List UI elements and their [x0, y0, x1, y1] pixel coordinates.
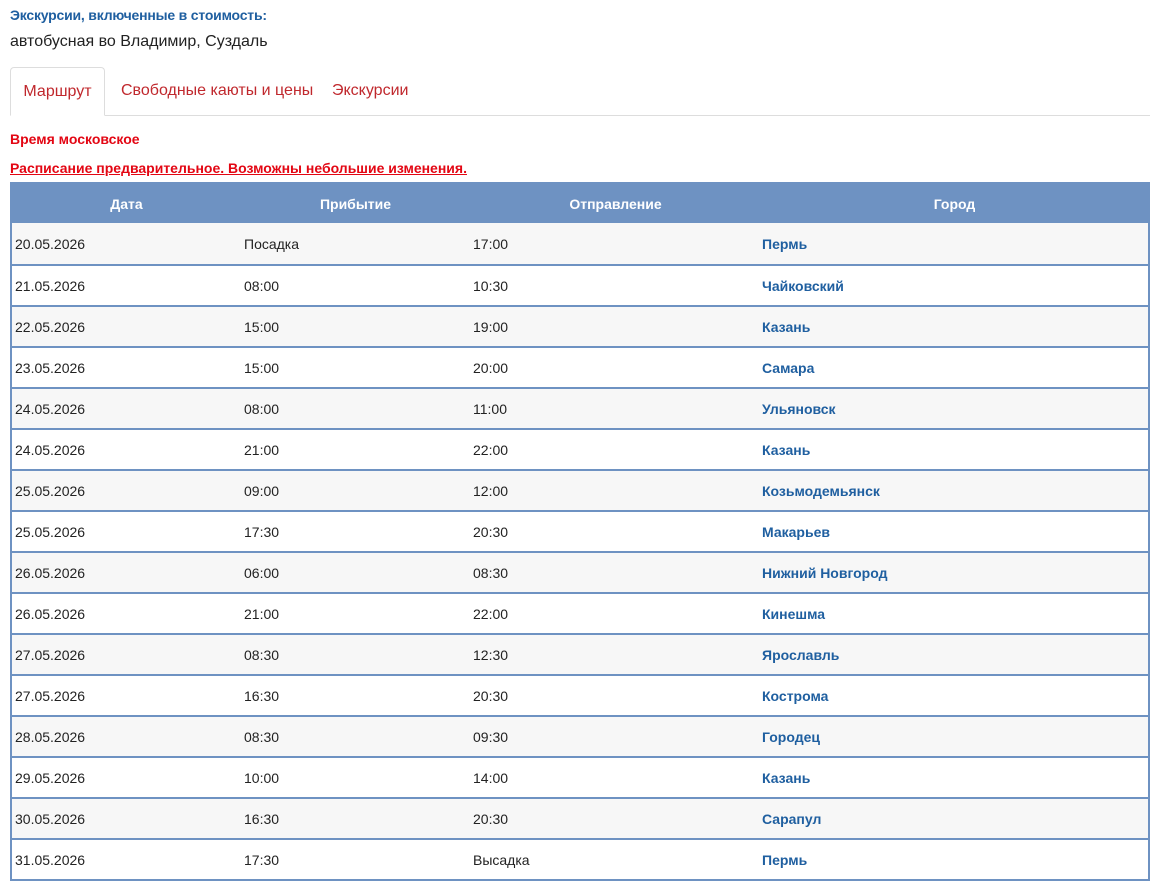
table-row	[12, 265, 1148, 306]
date-cell: 31.05.2026	[12, 839, 241, 879]
departure-cell: 20:00	[470, 347, 761, 388]
tab-excursions[interactable]: Экскурсии	[332, 82, 409, 99]
tab-route[interactable]: Маршрут	[10, 67, 105, 116]
departure-cell: 20:30	[470, 675, 761, 716]
header-city: Город	[761, 184, 1148, 223]
departure-cell: 09:30	[470, 716, 761, 757]
departure-cell: 20:30	[470, 798, 761, 839]
city-link[interactable]: Казань	[761, 306, 1148, 347]
city-link[interactable]: Нижний Новгород	[761, 552, 1148, 593]
arrival-cell: 08:00	[241, 388, 470, 429]
arrival-cell: 15:00	[241, 306, 470, 347]
table-row	[12, 839, 1148, 879]
arrival-cell: 08:00	[241, 265, 470, 306]
departure-cell: 12:00	[470, 470, 761, 511]
city-link[interactable]: Сарапул	[761, 798, 1148, 839]
table-row	[12, 223, 1148, 265]
arrival-cell: 15:00	[241, 347, 470, 388]
arrival-cell: 10:00	[241, 757, 470, 798]
date-cell: 28.05.2026	[12, 716, 241, 757]
arrival-cell: 17:30	[241, 511, 470, 552]
arrival-cell: 08:30	[241, 634, 470, 675]
date-cell: 25.05.2026	[12, 470, 241, 511]
city-link[interactable]: Ульяновск	[761, 388, 1148, 429]
moscow-time-note: Время московское	[10, 131, 140, 147]
table-row	[12, 757, 1148, 798]
departure-cell: 20:30	[470, 511, 761, 552]
arrival-cell: 21:00	[241, 593, 470, 634]
date-cell: 26.05.2026	[12, 552, 241, 593]
departure-cell: 12:30	[470, 634, 761, 675]
city-link[interactable]: Казань	[761, 429, 1148, 470]
arrival-cell: 16:30	[241, 675, 470, 716]
city-link[interactable]: Пермь	[761, 839, 1148, 879]
date-cell: 23.05.2026	[12, 347, 241, 388]
city-link[interactable]: Козьмодемьянск	[761, 470, 1148, 511]
table-row	[12, 511, 1148, 552]
date-cell: 24.05.2026	[12, 388, 241, 429]
departure-cell: 19:00	[470, 306, 761, 347]
table-row	[12, 716, 1148, 757]
table-row	[12, 675, 1148, 716]
date-cell: 24.05.2026	[12, 429, 241, 470]
table-row	[12, 552, 1148, 593]
city-link[interactable]: Чайковский	[761, 265, 1148, 306]
city-link[interactable]: Ярославль	[761, 634, 1148, 675]
table-row	[12, 347, 1148, 388]
city-link[interactable]: Кострома	[761, 675, 1148, 716]
arrival-cell: 09:00	[241, 470, 470, 511]
table-row	[12, 593, 1148, 634]
departure-cell: 14:00	[470, 757, 761, 798]
arrival-cell: 17:30	[241, 839, 470, 879]
arrival-cell: 08:30	[241, 716, 470, 757]
excursions-label: Экскурсии, включенные в стоимость:	[10, 7, 267, 23]
departure-cell: 22:00	[470, 429, 761, 470]
date-cell: 27.05.2026	[12, 634, 241, 675]
table-row	[12, 388, 1148, 429]
departure-cell: 11:00	[470, 388, 761, 429]
departure-cell: 22:00	[470, 593, 761, 634]
route-table	[10, 182, 1150, 881]
tab-bar	[10, 67, 1150, 116]
date-cell: 29.05.2026	[12, 757, 241, 798]
date-cell: 26.05.2026	[12, 593, 241, 634]
date-cell: 20.05.2026	[12, 223, 241, 265]
tab-cabins-prices[interactable]: Свободные каюты и цены	[121, 82, 314, 99]
table-row	[12, 634, 1148, 675]
arrival-cell: Посадка	[241, 223, 470, 265]
table-row	[12, 429, 1148, 470]
date-cell: 21.05.2026	[12, 265, 241, 306]
arrival-cell: 16:30	[241, 798, 470, 839]
date-cell: 22.05.2026	[12, 306, 241, 347]
city-link[interactable]: Кинешма	[761, 593, 1148, 634]
city-link[interactable]: Самара	[761, 347, 1148, 388]
header-departure: Отправление	[470, 184, 761, 223]
schedule-disclaimer: Расписание предварительное. Возможны небольшие изменения.	[10, 160, 467, 176]
table-row	[12, 470, 1148, 511]
arrival-cell: 21:00	[241, 429, 470, 470]
table-header-row	[12, 184, 1148, 223]
route-table-body	[12, 223, 1148, 879]
date-cell: 27.05.2026	[12, 675, 241, 716]
header-arrival: Прибытие	[241, 184, 470, 223]
table-row	[12, 798, 1148, 839]
arrival-cell: 06:00	[241, 552, 470, 593]
departure-cell: 08:30	[470, 552, 761, 593]
city-link[interactable]: Казань	[761, 757, 1148, 798]
header-date: Дата	[12, 184, 241, 223]
city-link[interactable]: Пермь	[761, 223, 1148, 265]
departure-cell: 10:30	[470, 265, 761, 306]
departure-cell: Высадка	[470, 839, 761, 879]
date-cell: 25.05.2026	[12, 511, 241, 552]
date-cell: 30.05.2026	[12, 798, 241, 839]
table-row	[12, 306, 1148, 347]
city-link[interactable]: Макарьев	[761, 511, 1148, 552]
departure-cell: 17:00	[470, 223, 761, 265]
excursions-value: автобусная во Владимир, Суздаль	[10, 33, 268, 50]
city-link[interactable]: Городец	[761, 716, 1148, 757]
